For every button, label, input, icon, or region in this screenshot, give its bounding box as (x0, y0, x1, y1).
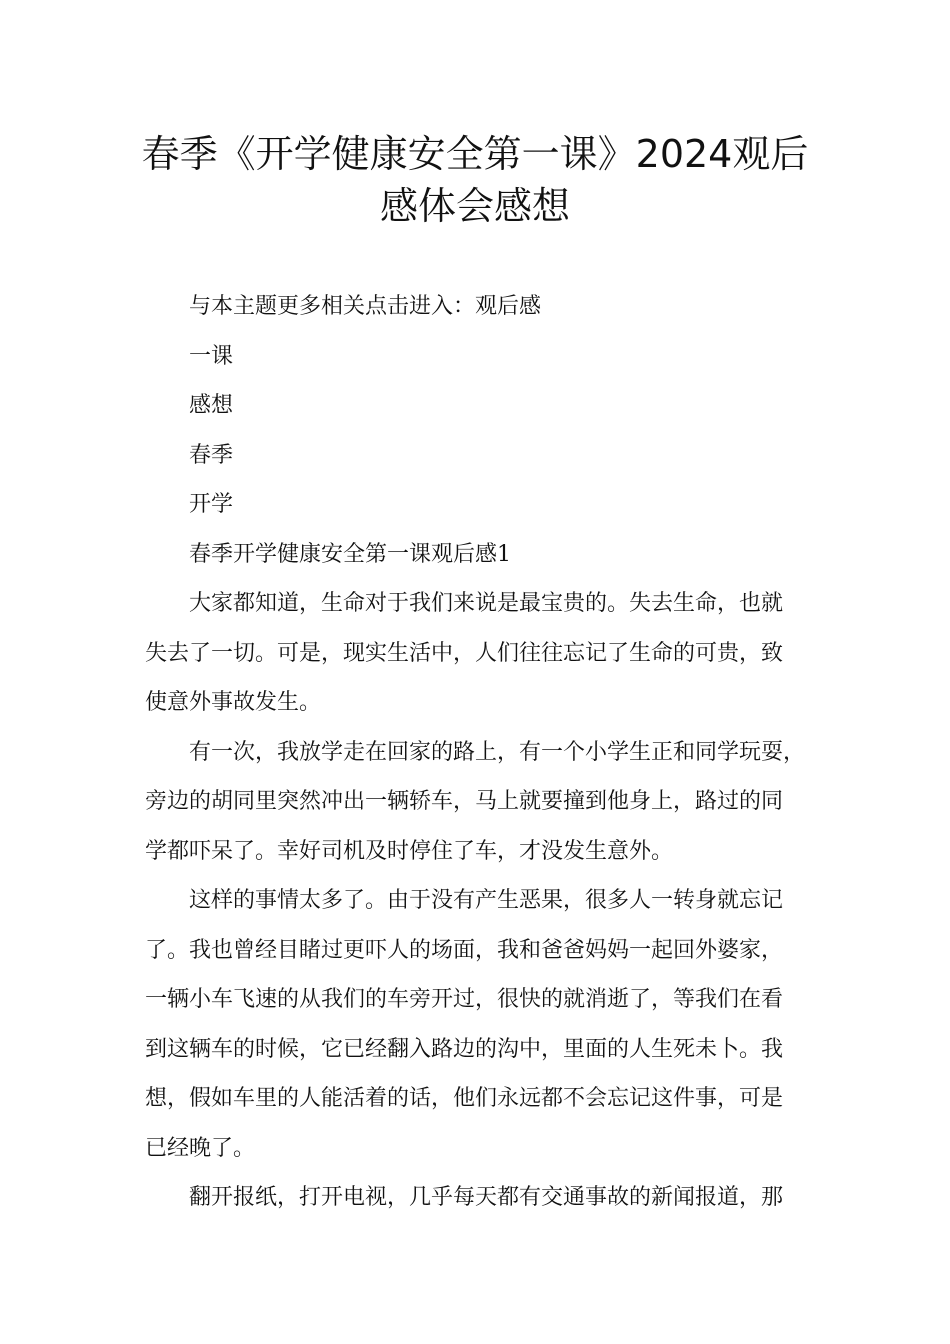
related-link-ganxiang[interactable]: 感想 (189, 393, 234, 418)
related-prefix: 与本主题更多相关点击进入： (189, 294, 476, 319)
related-link-row (145, 332, 810, 382)
related-link-kaixue[interactable]: 开学 (189, 492, 234, 517)
related-topics-line (145, 282, 810, 332)
paragraph-line: 学都吓呆了。幸好司机及时停住了车，才没发生意外。 (145, 838, 674, 864)
paragraph-line: 到这辆车的时候，它已经翻入路边的沟中，里面的人生死未卜。我 (145, 1036, 784, 1062)
paragraph-2 (145, 728, 810, 877)
paragraph-line: 了。我也曾经目睹过更吓人的场面，我和爸爸妈妈一起回外婆家， (145, 937, 784, 963)
section-heading: 春季开学健康安全第一课观后感1 (189, 541, 511, 567)
paragraph-line: 旁边的胡同里突然冲出一辆轿车，马上就要撞到他身上，路过的同 (145, 789, 784, 814)
document-title (120, 128, 830, 232)
title-line-2: 感体会感想 (379, 184, 570, 228)
related-link-yike[interactable]: 一课 (189, 343, 234, 369)
paragraph-line: 一辆小车飞速的从我们的车旁开过，很快的就消逝了，等我们在看 (145, 987, 784, 1012)
paragraph-3 (145, 876, 810, 1173)
paragraph-line: 使意外事故发生。 (145, 690, 322, 715)
related-link-row (145, 381, 810, 431)
paragraph-line: 想，假如车里的人能活着的话，他们永远都不会忘记这件事，可是 (145, 1086, 784, 1111)
title-line-1: 春季《开学健康安全第一课》2024观后 (141, 132, 809, 176)
paragraph-line: 有一次，我放学走在回家的路上，有一个小学生正和同学玩耍， (189, 739, 806, 765)
related-link-chunji[interactable]: 春季 (189, 442, 234, 468)
paragraph-1 (145, 579, 810, 728)
document-body (145, 282, 810, 1223)
related-link-row (145, 431, 810, 481)
paragraph-line: 翻开报纸，打开电视，几乎每天都有交通事故的新闻报道，那 (189, 1185, 784, 1210)
paragraph-4 (145, 1173, 810, 1223)
paragraph-line: 大家都知道，生命对于我们来说是最宝贵的。失去生命，也就 (189, 591, 784, 616)
paragraph-line: 失去了一切。可是，现实生活中，人们往往忘记了生命的可贵，致 (145, 640, 784, 666)
paragraph-line: 这样的事情太多了。由于没有产生恶果，很多人一转身就忘记 (189, 888, 784, 913)
related-link-row (145, 480, 810, 530)
paragraph-line: 已经晚了。 (145, 1135, 256, 1161)
related-link-guanhougan[interactable]: 观后感 (475, 294, 542, 319)
